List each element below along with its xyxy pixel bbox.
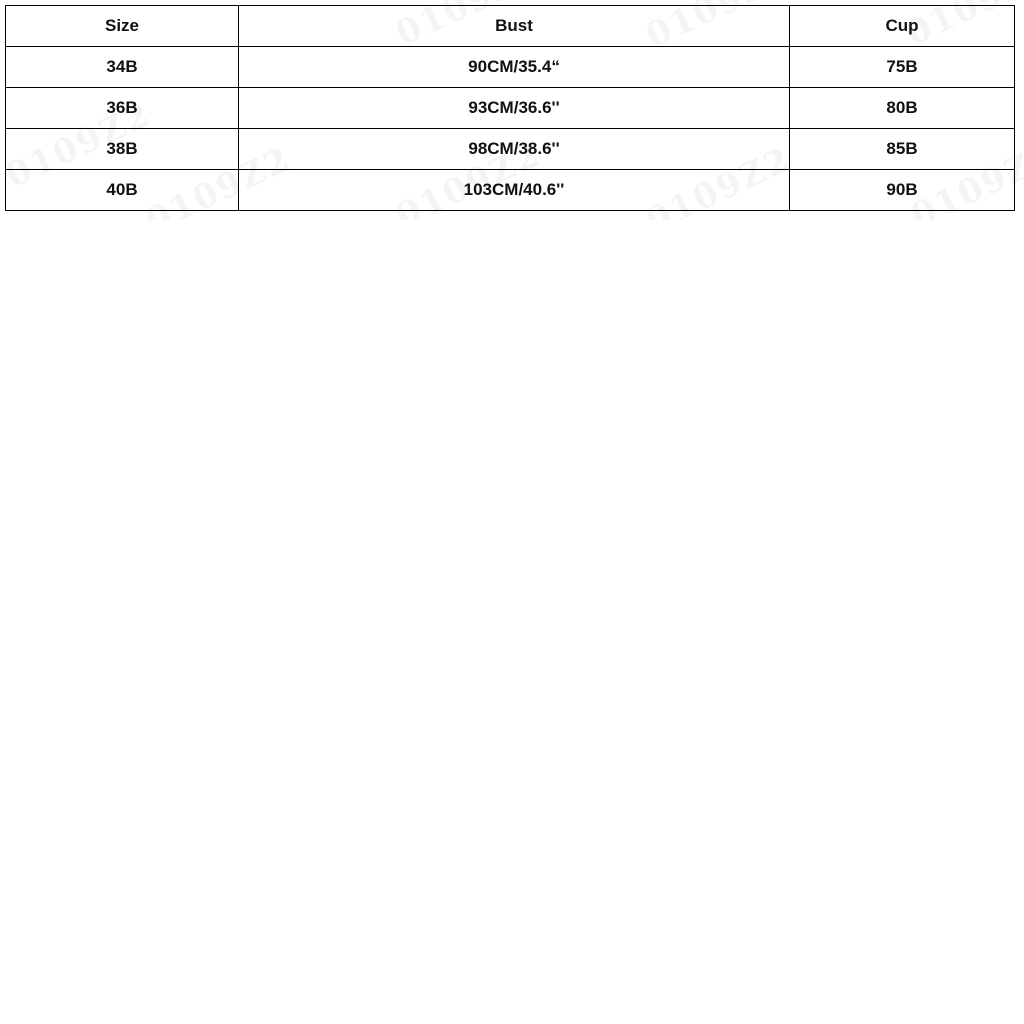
- cell-bust: 90CM/35.4“: [239, 47, 790, 88]
- table-row: [6, 170, 1015, 211]
- cell-bust: 98CM/38.6'': [239, 129, 790, 170]
- cell-size: 38B: [6, 129, 239, 170]
- cell-size: 34B: [6, 47, 239, 88]
- cell-bust: 93CM/36.6'': [239, 88, 790, 129]
- header-row: [6, 6, 1015, 47]
- cell-bust: 103CM/40.6'': [239, 170, 790, 211]
- cell-cup: 75B: [790, 47, 1015, 88]
- header-size: Size: [6, 6, 239, 47]
- header-cup: Cup: [790, 6, 1015, 47]
- cell-size: 40B: [6, 170, 239, 211]
- table-row: [6, 88, 1015, 129]
- size-chart-table: [5, 5, 1015, 211]
- header-bust: Bust: [239, 6, 790, 47]
- cell-cup: 80B: [790, 88, 1015, 129]
- table-row: [6, 47, 1015, 88]
- table-row: [6, 129, 1015, 170]
- cell-size: 36B: [6, 88, 239, 129]
- cell-cup: 90B: [790, 170, 1015, 211]
- cell-cup: 85B: [790, 129, 1015, 170]
